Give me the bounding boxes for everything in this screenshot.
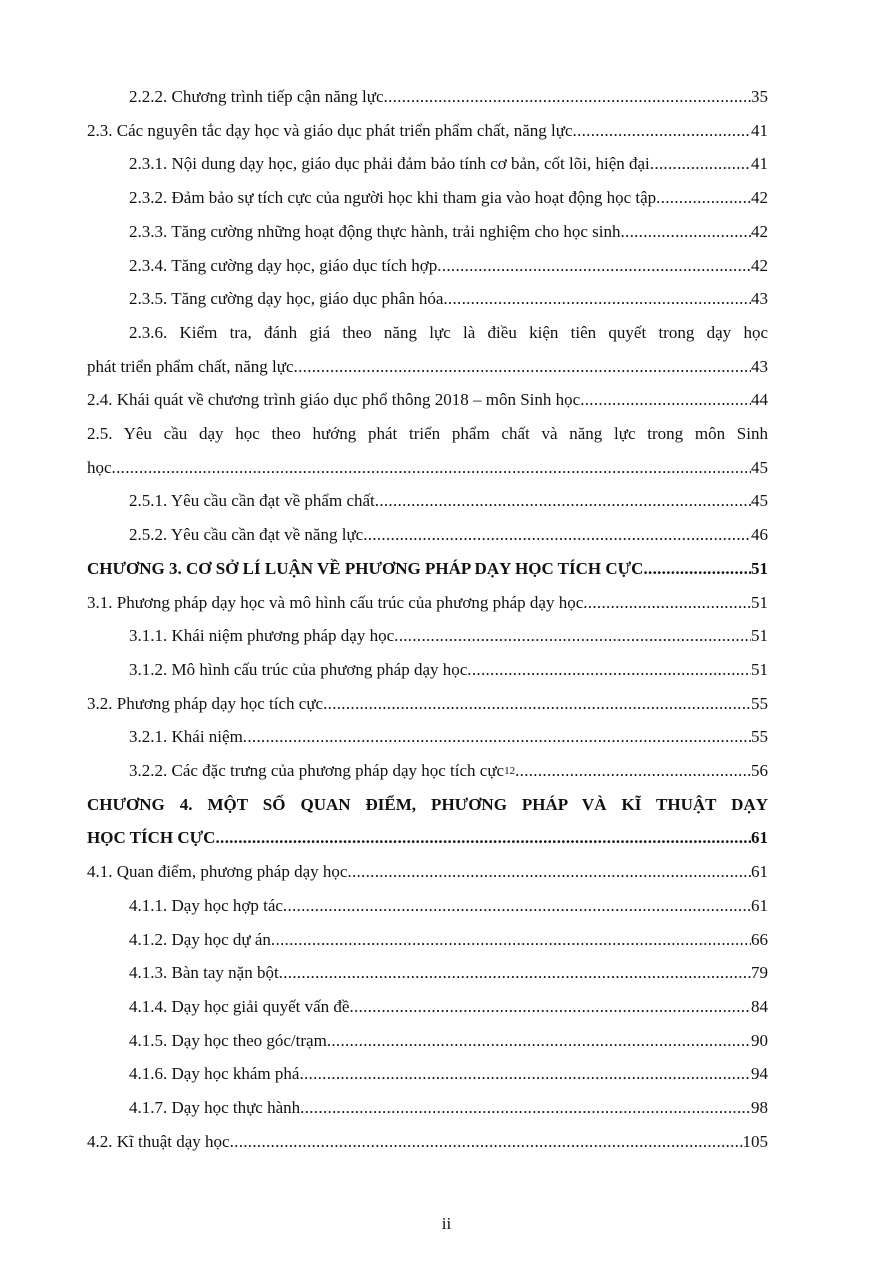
toc-entry-title: học [87, 457, 112, 477]
toc-entry-title: 3.2.1. Khái niệm [129, 727, 243, 747]
toc-entry-title: CHƯƠNG 3. CƠ SỞ LÍ LUẬN VỀ PHƯƠNG PHÁP DẠY HỌC TÍCH CỰC [87, 558, 644, 578]
toc-entry-title: 2.3.2. Đảm bảo sự tích cực của người học khi tham gia vào hoạt động học tập [129, 188, 657, 208]
toc-entry-title: 4.1.1. Dạy học hợp tác [129, 895, 283, 915]
toc-page-number: 35 [751, 87, 768, 106]
toc-entry [87, 956, 768, 990]
dot-leader [443, 282, 751, 316]
toc-entry [87, 484, 768, 518]
toc-entry [87, 1024, 768, 1058]
dot-leader [294, 350, 751, 384]
toc-page-number: 42 [751, 255, 768, 275]
toc-page-number: 51 [751, 592, 768, 612]
toc-page-number: 61 [751, 895, 768, 915]
toc-entry [87, 889, 768, 923]
toc-page-number: 45 [751, 457, 768, 477]
toc-entry [87, 923, 768, 957]
toc-entry-title: HỌC TÍCH CỰC [87, 828, 216, 848]
toc-page-number: 51 [751, 558, 768, 578]
toc-page-number: 84 [751, 996, 768, 1016]
toc-entry [87, 282, 768, 316]
toc-entry [87, 316, 768, 383]
toc-entry-title: 2.5.1. Yêu cầu cần đạt về phẩm chất [129, 491, 375, 511]
dot-leader [467, 653, 751, 687]
toc-entry-title: 4.1.3. Bàn tay nặn bột [129, 963, 279, 983]
toc-entry [87, 1091, 768, 1125]
toc-entry [87, 147, 768, 181]
toc-entry [87, 586, 768, 620]
toc-page-number: 79 [751, 963, 768, 983]
toc-entry-title: 2.4. Khái quát về chương trình giáo dục phổ thông 2018 – môn Sinh học [87, 390, 581, 410]
dot-leader [112, 451, 751, 485]
toc-page-number: 66 [751, 929, 768, 949]
toc-page-number: 45 [751, 491, 768, 511]
toc-entry-title: 4.1.6. Dạy học khám phá [129, 1064, 300, 1084]
toc-page-number: 41 [751, 154, 768, 174]
toc-entry [87, 80, 768, 114]
toc-page-number: 55 [751, 693, 768, 713]
dot-leader [580, 383, 751, 417]
dot-leader [243, 720, 751, 754]
toc-page-number: 46 [751, 525, 768, 545]
dot-leader [327, 1024, 751, 1058]
dot-leader [515, 754, 751, 788]
dot-leader [375, 484, 751, 518]
toc-entry [87, 990, 768, 1024]
toc-entry-title: 4.1.7. Dạy học thực hành [129, 1098, 301, 1118]
toc-entry-title: 2.3. Các nguyên tắc dạy học và giáo dục phát triển phẩm chất, năng lực [87, 120, 573, 140]
toc-entry-title: 3.1.2. Mô hình cấu trúc của phương pháp dạy học [129, 659, 468, 679]
toc-entry-title: 2.3.4. Tăng cường dạy học, giáo dục tích hợp [129, 255, 438, 275]
toc-entry-title: 2.3.5. Tăng cường dạy học, giáo dục phân hóa [129, 289, 444, 309]
toc-page-number: 42 [751, 188, 768, 208]
dot-leader [620, 215, 751, 249]
dot-leader [437, 249, 751, 283]
toc-page-number: 98 [751, 1098, 768, 1118]
dot-leader [363, 518, 751, 552]
toc-entry [87, 619, 768, 653]
toc-entry [87, 518, 768, 552]
toc-page-number: 94 [751, 1064, 768, 1084]
toc-entry-title: 3.2. Phương pháp dạy học tích cực [87, 693, 324, 713]
toc-entry-title: 4.1.2. Dạy học dự án [129, 929, 271, 949]
toc-page-number: 42 [751, 221, 768, 241]
dot-leader [643, 552, 751, 586]
toc-entry [87, 855, 768, 889]
toc-entry-text-first-line: 2.5. Yêu cầu dạy học theo hướng phát triển phẩm chất và năng lực trong môn Sinh [87, 424, 768, 444]
dot-leader [583, 586, 751, 620]
toc-entry-title: 4.2. Kĩ thuật dạy học [87, 1131, 230, 1151]
toc-entry [87, 687, 768, 721]
toc-page-number: 51 [751, 659, 768, 679]
dot-leader [349, 990, 751, 1024]
toc-entry [87, 653, 768, 687]
dot-leader [279, 956, 751, 990]
toc-entry-title: 2.2.2. Chương trình tiếp cận năng lực [129, 87, 384, 106]
dot-leader [656, 181, 751, 215]
toc-page-number: 43 [751, 356, 768, 376]
toc-entry-title: 2.5.2. Yêu cầu cần đạt về năng lực [129, 525, 364, 545]
toc-page-number: 41 [751, 120, 768, 140]
dot-leader [300, 1091, 751, 1125]
toc-entry [87, 1125, 768, 1159]
toc-page-number: 61 [751, 828, 768, 848]
toc-entry [87, 417, 768, 484]
dot-leader [394, 619, 751, 653]
toc-entry [87, 114, 768, 148]
dot-leader [347, 855, 751, 889]
dot-leader [271, 923, 751, 957]
toc-entry: 3.2.2. Các đặc trưng của phương pháp dạy học tích cực $^{12}$ ..... 56 [87, 754, 768, 788]
toc-page-number: 51 [751, 626, 768, 646]
toc-entry [87, 383, 768, 417]
toc-page-number: 55 [751, 727, 768, 747]
dot-leader [323, 687, 751, 721]
toc-entry [87, 215, 768, 249]
toc-entry-title: 4.1. Quan điểm, phương pháp dạy học [87, 862, 348, 882]
toc-entry-title: 4.1.4. Dạy học giải quyết vấn đề [129, 996, 350, 1016]
toc-entry-text-first-line: CHƯƠNG 4. MỘT SỐ QUAN ĐIỂM, PHƯƠNG PHÁP VÀ KĨ THUẬT DẠY [87, 794, 768, 814]
toc-entry-text-first-line: 2.3.6. Kiểm tra, đánh giá theo năng lực là điều kiện tiên quyết trong dạy học [129, 322, 768, 342]
toc-page-number: 105 [742, 1131, 768, 1151]
page-number: ii [441, 1214, 452, 1233]
toc-page-number: 43 [751, 289, 768, 309]
dot-leader [215, 821, 751, 855]
toc-entry-title: 3.2.2. Các đặc trưng của phương pháp dạy học tích cực [129, 761, 505, 781]
toc-entry [87, 788, 768, 855]
toc-page-number: 44 [751, 390, 768, 410]
toc-entry [87, 181, 768, 215]
toc-page-number: 61 [751, 862, 768, 882]
toc-entry-title: phát triển phẩm chất, năng lực [87, 356, 294, 376]
toc-entry [87, 552, 768, 586]
toc-page-number: 56 [751, 761, 768, 781]
dot-leader [299, 1057, 751, 1091]
toc-page-number: 90 [751, 1030, 768, 1050]
toc-entry-title: 2.3.3. Tăng cường những hoạt động thực hành, trải nghiệm cho học sinh [129, 221, 621, 241]
toc-entry [87, 1057, 768, 1091]
toc-entry-title: 3.1. Phương pháp dạy học và mô hình cấu trúc của phương pháp dạy học [87, 592, 584, 612]
dot-leader [650, 147, 751, 181]
toc-entry-title: 4.1.5. Dạy học theo góc/trạm [129, 1030, 327, 1050]
dot-leader [573, 114, 751, 148]
dot-leader [283, 889, 751, 923]
toc-entry-title: 2.3.1. Nội dung dạy học, giáo dục phải đảm bảo tính cơ bản, cốt lõi, hiện đại [129, 154, 650, 174]
dot-leader [384, 80, 751, 114]
toc-entry [87, 720, 768, 754]
toc-entry [87, 249, 768, 283]
toc-entry-title: 3.1.1. Khái niệm phương pháp dạy học [129, 626, 395, 646]
dot-leader [230, 1125, 743, 1159]
table-of-contents [87, 80, 768, 1159]
